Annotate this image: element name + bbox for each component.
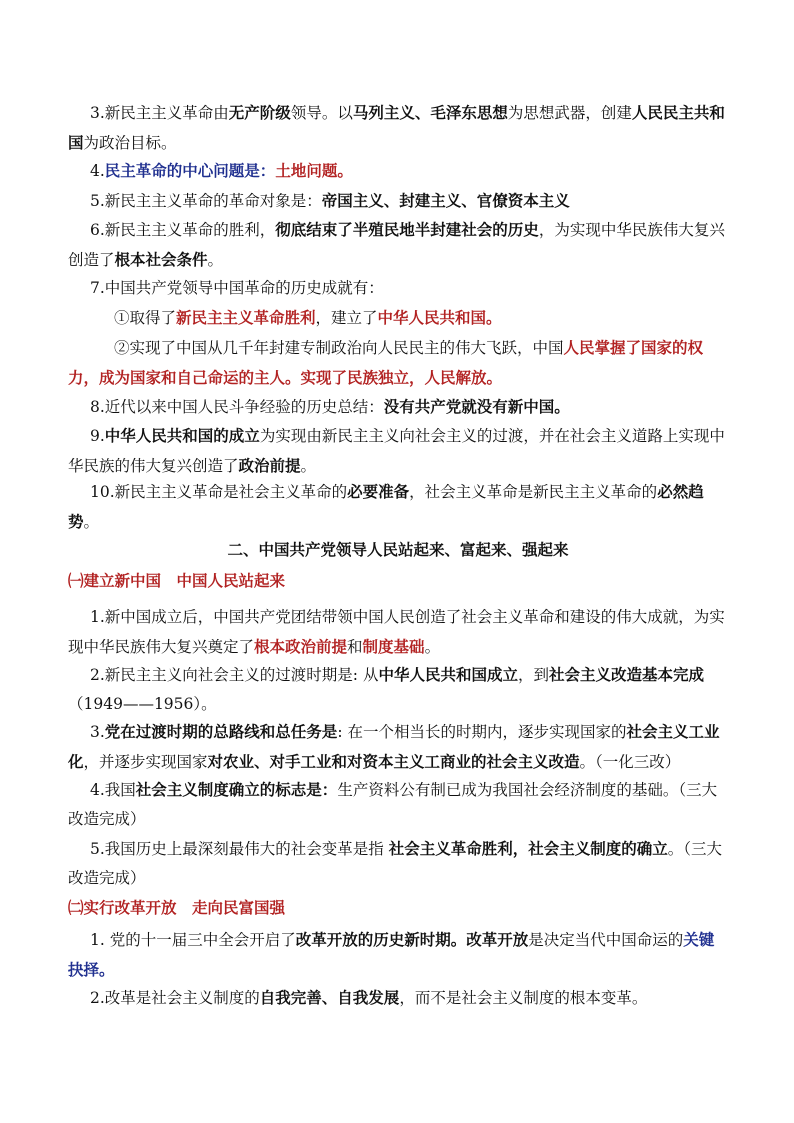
text-segment: 1.新中国成立后，中国共产党团结带领中国人民创造了社会主义革命和建设的伟大成就，为实现中华民族伟大复兴奠定了 [68,608,725,656]
text-segment: ㈠建立新中国 中国人民站起来 [68,571,286,590]
text-segment: 10.新民主主义革命是社会主义革命的 [90,483,348,501]
reform-item-2 [68,983,728,1013]
text-segment: 帝国主义、封建主义、官僚资本主义 [321,191,570,210]
text-segment: 1. 党的十一届三中全会开启了 [90,931,296,949]
text-segment: 2.改革是社会主义制度的 [90,989,260,1007]
text-segment: 5.新民主主义革命的革命对象是： [90,192,322,210]
text-segment: : 在一个相当长的时期内，逐步实现国家的 [337,723,627,741]
text-segment: 改革开放的历史新时期。改革开放 [295,930,529,949]
text-segment: 社会主义制度确立的标志是： [135,780,338,799]
text-segment: 人民掌握了国家的权力，成为国家和自己命运的主人。实现了民族独立，人民解放。 [68,338,704,387]
item-7-achievement-2 [68,333,728,393]
text-segment: 8.近代以来中国人民斗争经验的历史总结： [90,398,384,416]
text-segment: 二、中国共产党领导人民站起来、富起来、强起来 [227,540,569,559]
text-segment: 没有共产党就没有新中国。 [383,397,570,416]
subitem-4-system-established [68,775,728,834]
text-segment: （1949——1956）。 [68,695,217,713]
text-segment: 领导。以 [290,104,353,122]
text-segment: 2.新民主主义向社会主义的过渡时期是: 从 [90,666,379,684]
text-segment: 政治前提 [238,456,301,475]
item-6-revolution-victory [68,215,728,275]
item-7-achievement-1 [68,303,728,333]
text-segment: 无产阶级 [228,103,291,122]
text-segment: 3.新民主主义革命由 [90,104,229,122]
subitem-5-social-transformation [68,834,728,893]
text-segment: ，到 [517,666,549,684]
text-segment: ①取得了 [114,309,177,327]
section-heading-2 [68,535,728,564]
text-segment: 社会主义工业化 [68,722,720,771]
item-4-central-issue [68,156,728,186]
subitem-1-achievements [68,603,728,662]
text-segment: 民主革命的中心问题是： [104,161,276,180]
text-segment: 制度基础 [362,637,425,656]
text-segment: ，而不是社会主义制度的根本变革。 [399,989,648,1007]
text-segment: 新民主主义革命胜利 [176,308,316,327]
text-segment: 党在过渡时期的总路线和总任务是 [104,722,338,741]
item-8-historical-summary [68,392,728,422]
text-segment: 。 [207,251,224,269]
text-segment: 9. [90,427,105,445]
text-segment: 为思想武器，创建 [507,104,632,122]
text-segment: ，社会主义革命是新民主主义革命的 [409,483,658,501]
text-segment: 必然趋势 [68,482,704,531]
text-segment: 根本社会条件 [114,250,208,269]
text-segment: 和 [347,638,363,656]
text-segment: 马列主义、毛泽东思想 [352,103,508,122]
text-segment: 关键抉择。 [68,930,715,979]
text-segment: 7.中国共产党领导中国革命的历史成就有： [90,279,384,297]
text-segment: 。（一化三改） [579,753,681,771]
text-segment: 中华人民共和国成立 [378,665,518,684]
text-segment: 是决定当代中国命运的 [528,931,684,949]
text-segment: 3. [90,723,105,741]
text-segment: ，并逐步实现国家 [83,753,208,771]
text-segment: 中华人民共和国。 [377,308,502,327]
item-3-proletarian-leadership [68,98,728,158]
text-segment: 4. [90,162,105,180]
item-10-prerequisite [68,477,728,537]
text-segment: 为政治目标。 [83,134,177,152]
text-segment: 彻底结束了半殖民地半封建社会的历史 [275,220,539,239]
text-segment: 中华人民共和国的成立 [104,426,260,445]
text-segment: 根本政治前提 [254,637,348,656]
text-segment: 。（三大改造完成） [68,840,722,887]
text-segment: 社会主义革命胜利，社会主义制度的确立 [388,839,668,858]
text-segment: ，建立了 [315,309,378,327]
text-segment: 。 [83,513,100,531]
text-segment: 土地问题。 [275,161,353,180]
item-7-achievements [68,274,728,303]
text-segment: 5.我国历史上最深刻最伟大的社会变革是指 [90,840,389,858]
text-segment: ②实现了中国从几千年封建专制政治向人民民主的伟大飞跃，中国 [114,339,564,357]
subsection-heading-2 [68,893,728,922]
text-segment: 6.新民主主义革命的胜利， [90,221,276,239]
text-segment: ㈡实行改革开放 走向民富国强 [68,898,286,917]
text-segment: 社会主义改造基本完成 [548,665,704,684]
subitem-2-transition-period [68,660,728,719]
subsection-heading-1 [68,566,728,595]
text-segment: 自我完善、自我发展 [259,988,400,1007]
text-segment: 对农业、对手工业和对资本主义工商业的社会主义改造 [207,752,580,771]
text-segment: 4.我国 [90,781,136,799]
text-segment: 。 [300,457,317,475]
text-segment: 。 [424,638,441,656]
text-segment: 为实现由新民主主义向社会主义的过渡，并在社会主义道路上实现中华民族的伟大复兴创造了 [68,427,725,475]
subitem-3-general-line [68,717,728,777]
reform-item-1 [68,925,728,985]
text-segment: 人民民主共和国 [68,103,725,152]
text-segment: ，为实现中华民族伟大复兴创造了 [68,221,725,269]
text-segment: 生产资料公有制已成为我国社会经济制度的基础。（三大改造完成） [68,781,718,828]
item-5-revolution-targets [68,186,728,216]
item-9-founding-prc [68,421,728,481]
text-segment: 必要准备 [347,482,410,501]
